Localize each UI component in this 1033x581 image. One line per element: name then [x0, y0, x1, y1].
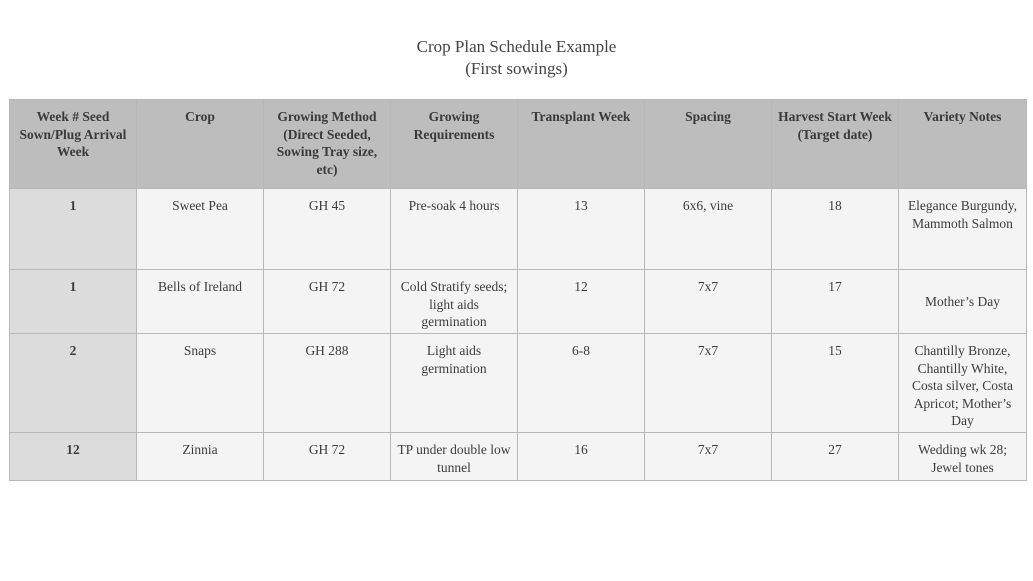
cell-harvest: 18	[772, 189, 899, 270]
table-row	[10, 433, 1027, 481]
header-week: Week # Seed Sown/Plug Arrival Week	[10, 100, 137, 189]
cell-transplant: 12	[518, 270, 645, 334]
cell-transplant: 6-8	[518, 334, 645, 433]
document-title-block	[0, 36, 1033, 80]
cell-spacing: 6x6, vine	[645, 189, 772, 270]
table-row	[10, 334, 1027, 433]
cell-method: GH 72	[264, 433, 391, 481]
crop-plan-table	[9, 99, 1027, 481]
cell-method: GH 45	[264, 189, 391, 270]
cell-harvest: 15	[772, 334, 899, 433]
page-subtitle: (First sowings)	[465, 59, 568, 78]
cell-crop: Snaps	[137, 334, 264, 433]
cell-crop: Sweet Pea	[137, 189, 264, 270]
cell-spacing: 7x7	[645, 270, 772, 334]
table-header-row	[10, 100, 1027, 189]
cell-week: 1	[10, 270, 137, 334]
cell-method: GH 288	[264, 334, 391, 433]
header-transplant-week: Transplant Week	[518, 100, 645, 189]
table-row	[10, 270, 1027, 334]
header-harvest-start-week: Harvest Start Week (Target date)	[772, 100, 899, 189]
cell-transplant: 13	[518, 189, 645, 270]
page-title: Crop Plan Schedule Example	[416, 37, 617, 56]
cell-harvest: 17	[772, 270, 899, 334]
cell-crop: Bells of Ireland	[137, 270, 264, 334]
cell-requirements: Pre-soak 4 hours	[391, 189, 518, 270]
cell-notes: Elegance Burgundy, Mammoth Salmon	[899, 189, 1027, 270]
cell-requirements: Cold Stratify seeds; light aids germination	[391, 270, 518, 334]
cell-transplant: 16	[518, 433, 645, 481]
cell-harvest: 27	[772, 433, 899, 481]
cell-crop: Zinnia	[137, 433, 264, 481]
cell-week: 2	[10, 334, 137, 433]
header-spacing: Spacing	[645, 100, 772, 189]
cell-method: GH 72	[264, 270, 391, 334]
cell-spacing: 7x7	[645, 334, 772, 433]
header-growing-method: Growing Method (Direct Seeded, Sowing Tray size, etc)	[264, 100, 391, 189]
cell-notes: Wedding wk 28; Jewel tones	[899, 433, 1027, 481]
cell-requirements: TP under double low tunnel	[391, 433, 518, 481]
header-growing-requirements: Growing Requirements	[391, 100, 518, 189]
cell-requirements: Light aids germination	[391, 334, 518, 433]
cell-notes: Chantilly Bronze, Chantilly White, Costa silver, Costa Apricot; Mother’s Day	[899, 334, 1027, 433]
header-crop: Crop	[137, 100, 264, 189]
cell-spacing: 7x7	[645, 433, 772, 481]
table-row	[10, 189, 1027, 270]
cell-week: 1	[10, 189, 137, 270]
cell-week: 12	[10, 433, 137, 481]
header-variety-notes: Variety Notes	[899, 100, 1027, 189]
cell-notes: Mother’s Day	[899, 270, 1027, 334]
